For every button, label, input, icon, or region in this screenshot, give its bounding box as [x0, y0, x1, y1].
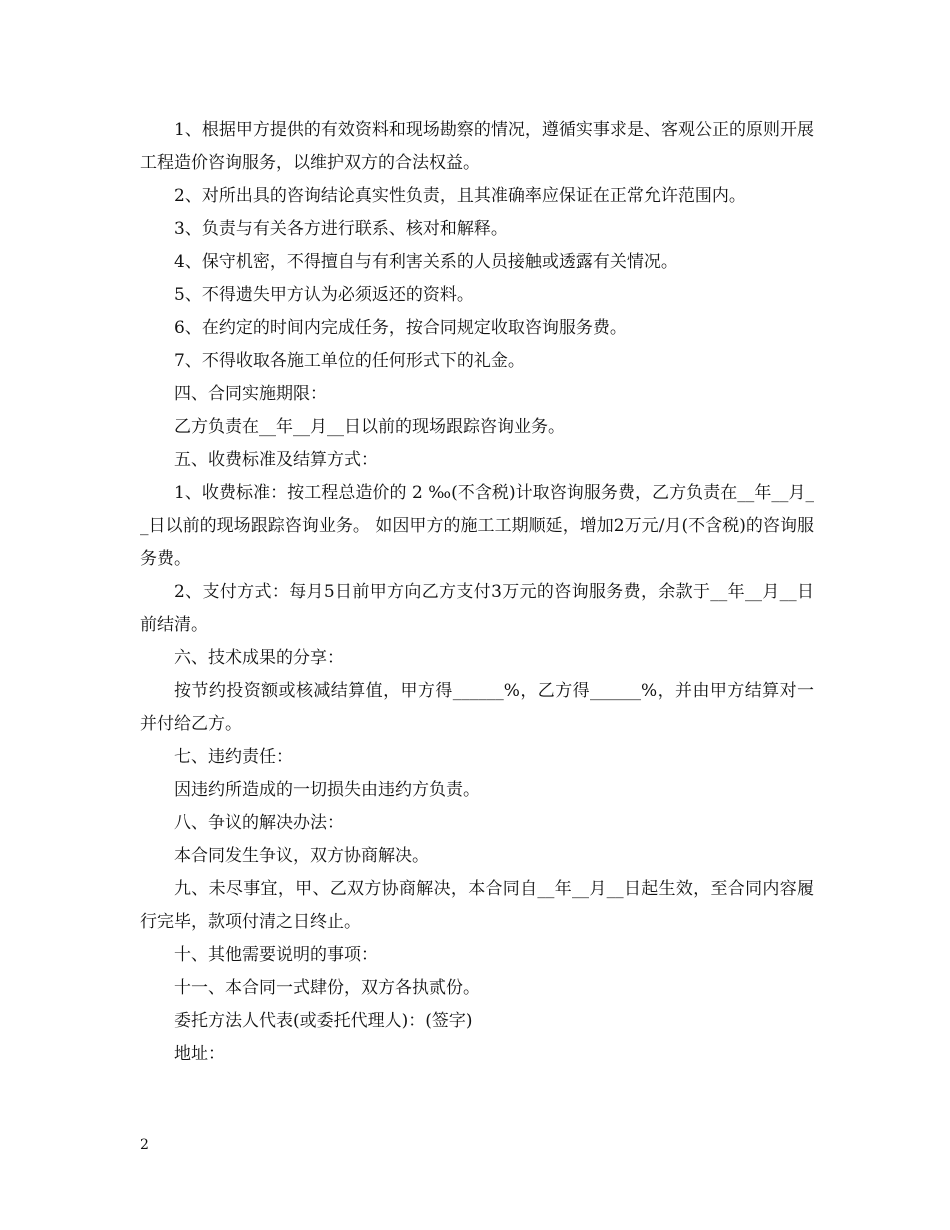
- disputes-text: 本合同发生争议，双方协商解决。: [174, 846, 429, 866]
- payment-method: 2、支付方式：每月5日前甲方向乙方支付3万元的咨询服务费，余款于__年__月__日前结清。: [140, 582, 814, 635]
- clause-1: 1、根据甲方提供的有效资料和现场勘察的情况，遵循实事求是、客观公正的原则开展工程造价咨询服务，以维护双方的合法权益。: [140, 120, 814, 173]
- clause-5: 5、不得遗失甲方认为必须返还的资料。: [174, 285, 474, 305]
- section-heading-term: 四、合同实施期限：: [174, 384, 327, 404]
- section-heading-disputes: 八、争议的解决办法：: [174, 813, 344, 833]
- liability-text: 因违约所造成的一切损失由违约方负责。: [174, 780, 480, 800]
- results-sharing-text: 按节约投资额或核减结算值，甲方得______%，乙方得______%，并由甲方结算对一并付给乙方。: [140, 681, 814, 734]
- clause-2: 2、对所出具的咨询结论真实性负责，且其准确率应保证在正常允许范围内。: [174, 186, 746, 206]
- document-body: [140, 114, 814, 1071]
- section-heading-results-sharing: 六、技术成果的分享：: [174, 648, 344, 668]
- clause-4: 4、保守机密，不得擅自与有利害关系的人员接触或透露有关情况。: [174, 252, 678, 272]
- clause-3: 3、负责与有关各方进行联系、核对和解释。: [174, 219, 508, 239]
- copies-text: 十一、本合同一式肆份，双方各执贰份。: [174, 978, 480, 998]
- section-heading-liability: 七、违约责任：: [174, 747, 293, 767]
- section-nine-text: 九、未尽事宜，甲、乙双方协商解决，本合同自__年__月__日起生效，至合同内容履行完毕，款项付清之日终止。: [140, 879, 814, 932]
- address-line: 地址：: [174, 1044, 225, 1064]
- signature-line: 委托方法人代表(或委托代理人)：(签字): [174, 1011, 473, 1031]
- section-heading-other-matters: 十、其他需要说明的事项：: [174, 945, 378, 965]
- fee-standard: 1、收费标准：按工程总造价的 2 ‰(不含税)计取咨询服务费，乙方负责在__年__月__日以前的现场跟踪咨询业务。 如因甲方的施工工期顺延，增加2万元/月(不含税)的咨询服务费。: [140, 483, 814, 569]
- section-heading-fees: 五、收费标准及结算方式：: [174, 450, 378, 470]
- clause-7: 7、不得收取各施工单位的任何形式下的礼金。: [174, 351, 525, 371]
- page-number: 2: [140, 1137, 149, 1153]
- clause-6: 6、在约定的时间内完成任务，按合同规定收取咨询服务费。: [174, 318, 627, 338]
- term-text: 乙方负责在__年__月__日以前的现场跟踪咨询业务。: [174, 417, 565, 437]
